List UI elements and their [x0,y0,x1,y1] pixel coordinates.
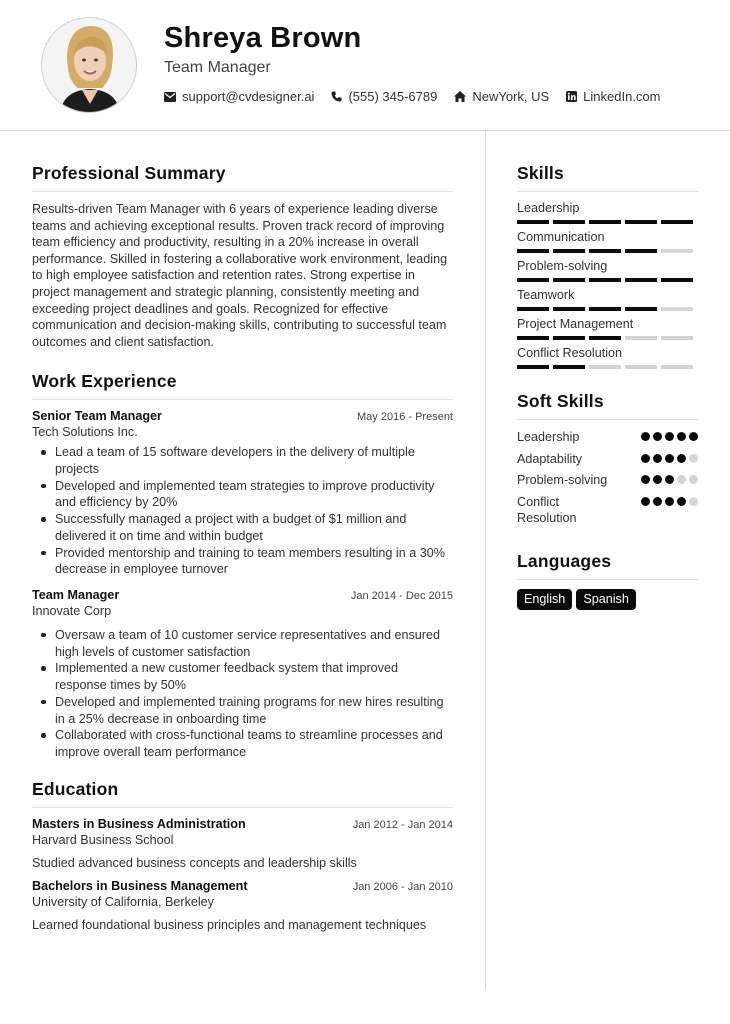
skill-level-segment [625,307,657,311]
envelope-icon [164,92,176,102]
summary-heading: Professional Summary [32,163,453,192]
skill-name: Leadership [517,201,580,215]
linkedin-icon [566,91,577,102]
skill-level-segment [589,249,621,253]
job-bullet: Successfully managed a project with a budget of $1 million and delivered it on time and within budget [32,511,453,544]
skill-level-segment [517,278,549,282]
phone-text: (555) 345-6789 [348,89,438,104]
skill-level-bar [517,249,698,253]
soft-skill-name: Leadership [517,430,580,444]
skill-level-segment [589,336,621,340]
skill-level-segment [517,365,549,369]
experience-heading: Work Experience [32,371,453,400]
skill-item [517,201,698,224]
column-divider [485,131,486,991]
job-bullet: Developed and implemented team strategies to improve productivity and efficiency by 20% [32,478,453,511]
rating-dot [665,454,674,463]
skill-name: Conflict Resolution [517,346,622,360]
skill-level-segment [625,365,657,369]
education-entry [32,879,453,932]
skill-name: Communication [517,230,605,244]
job-bullet: Lead a team of 15 software developers in the delivery of multiple projects [32,444,453,477]
skill-level-segment [661,307,693,311]
rating-dot [665,432,674,441]
school-name: Harvard Business School [32,832,174,847]
job-company: Tech Solutions Inc. [32,425,138,440]
home-icon [454,91,466,102]
skill-level-bar [517,278,698,282]
job-date: May 2016 - Present [357,411,453,424]
skill-level-segment [661,336,693,340]
education-description: Learned foundational business principles and management techniques [32,917,427,932]
education-date: Jan 2006 - Jan 2010 [352,880,453,893]
skill-level-segment [625,278,657,282]
soft-skill-rating [638,429,698,441]
skill-level-bar [517,365,698,369]
skill-level-segment [589,220,621,224]
skill-level-segment [661,278,693,282]
resume-header [0,0,730,131]
soft-skill-rating [638,472,698,484]
rating-dot [653,497,662,506]
job-bullet: Implemented a new customer feedback system that improved response times by 50% [32,660,453,693]
job-entry [32,409,453,578]
soft-skill-name: Conflict Resolution [517,494,577,525]
skill-level-segment [553,278,585,282]
skill-level-segment [553,249,585,253]
skill-level-segment [661,249,693,253]
soft-skills-heading: Soft Skills [517,391,698,420]
skill-level-segment [625,249,657,253]
skill-level-bar [517,336,698,340]
rating-dot [653,454,662,463]
job-company: Innovate Corp [32,603,112,618]
job-title: Team Manager [32,587,120,602]
rating-dot [653,432,662,441]
soft-skill-item [517,429,698,446]
location-text: NewYork, US [472,89,550,104]
education-section [32,779,453,932]
candidate-title: Team Manager [164,59,271,76]
skill-item [517,259,698,282]
job-entry [32,588,453,761]
rating-dot [653,475,662,484]
languages-heading: Languages [517,551,698,580]
skills-section [517,163,698,369]
job-bullet: Oversaw a team of 10 customer service representatives and ensured high levels of customer satisfaction [32,627,453,660]
job-bullet: Collaborated with cross-functional teams to streamline processes and improve overall team performance [32,727,453,760]
phone-icon [331,91,342,102]
language-tag: Spanish [576,589,636,610]
contact-location [454,89,549,104]
education-description: Studied advanced business concepts and leadership skills [32,855,357,870]
summary-text: Results-driven Team Manager with 6 years of experience leading diverse teams and achieving exceptional results. Proven track record of improving team efficiency and productivity, resulting in a 20% increase in overall performance. Skilled in fostering a collaborative work environment, leading to high employee satisfaction and retention rates. Strong expertise in project management and strategic planning, consistently meeting and exceeding project deadlines and goals. Recognized for effective communication and decision-making skills, contributing to successful team outcomes and client satisfaction. [32,202,448,349]
soft-skill-item [517,472,698,489]
contact-linkedin[interactable] [566,89,660,104]
contact-bar [164,89,678,104]
skill-item [517,317,698,340]
main-column [32,131,453,941]
rating-dot [665,475,674,484]
skill-level-segment [517,336,549,340]
job-bullets [32,444,453,578]
rating-dot [641,475,650,484]
soft-skill-rating [638,494,698,506]
rating-dot [689,432,698,441]
rating-dot [677,454,686,463]
soft-skill-name: Adaptability [517,451,583,466]
skill-item [517,288,698,311]
soft-skill-item [517,494,698,527]
rating-dot [689,454,698,463]
soft-skills-section [517,391,698,527]
email-text: support@cvdesigner.ai [182,89,315,104]
job-date: Jan 2014 - Dec 2015 [350,589,453,602]
skill-item [517,346,698,369]
soft-skills-list [517,429,698,527]
contact-email[interactable] [164,89,314,104]
skill-level-segment [661,365,693,369]
job-bullet: Developed and implemented training programs for new hires resulting in a 25% decrease in onboarding time [32,694,453,727]
job-title: Senior Team Manager [32,409,162,424]
skill-level-segment [517,249,549,253]
rating-dot [641,454,650,463]
rating-dot [689,497,698,506]
skill-level-segment [589,278,621,282]
rating-dot [641,432,650,441]
soft-skill-rating [638,451,698,463]
skill-level-segment [517,307,549,311]
rating-dot [665,497,674,506]
soft-skill-name: Problem-solving [517,473,608,487]
degree-title: Masters in Business Administration [32,816,246,831]
skill-name: Project Management [517,317,634,331]
rating-dot [689,475,698,484]
languages-section [517,551,698,610]
skill-level-bar [517,220,698,224]
language-tags [517,589,698,610]
job-bullets [32,627,453,761]
experience-section [32,371,453,760]
rating-dot [677,475,686,484]
sidebar-column [517,131,698,610]
skill-level-segment [589,307,621,311]
education-entry [32,817,453,870]
skill-name: Teamwork [517,288,575,302]
skill-level-segment [625,336,657,340]
education-date: Jan 2012 - Jan 2014 [352,818,453,831]
candidate-name: Shreya Brown [164,22,362,54]
profile-photo [41,17,137,113]
contact-phone[interactable] [331,89,437,104]
education-heading: Education [32,779,453,808]
skill-level-segment [589,365,621,369]
degree-title: Bachelors in Business Management [32,878,248,893]
skill-item [517,230,698,253]
skill-level-segment [661,220,693,224]
skill-level-bar [517,307,698,311]
skill-level-segment [553,365,585,369]
skill-level-segment [517,220,549,224]
rating-dot [677,432,686,441]
skill-name: Problem-solving [517,259,608,273]
job-bullet: Provided mentorship and training to team members resulting in a 30% decrease in employee turnover [32,545,453,578]
rating-dot [641,497,650,506]
soft-skill-item [517,451,698,468]
rating-dot [677,497,686,506]
school-name: University of California, Berkeley [32,894,214,909]
language-tag: English [517,589,572,610]
skills-list [517,201,698,369]
skill-level-segment [553,307,585,311]
summary-section [32,163,453,350]
skills-heading: Skills [517,163,698,192]
skill-level-segment [553,220,585,224]
skill-level-segment [625,220,657,224]
linkedin-text: LinkedIn.com [583,89,661,104]
skill-level-segment [553,336,585,340]
